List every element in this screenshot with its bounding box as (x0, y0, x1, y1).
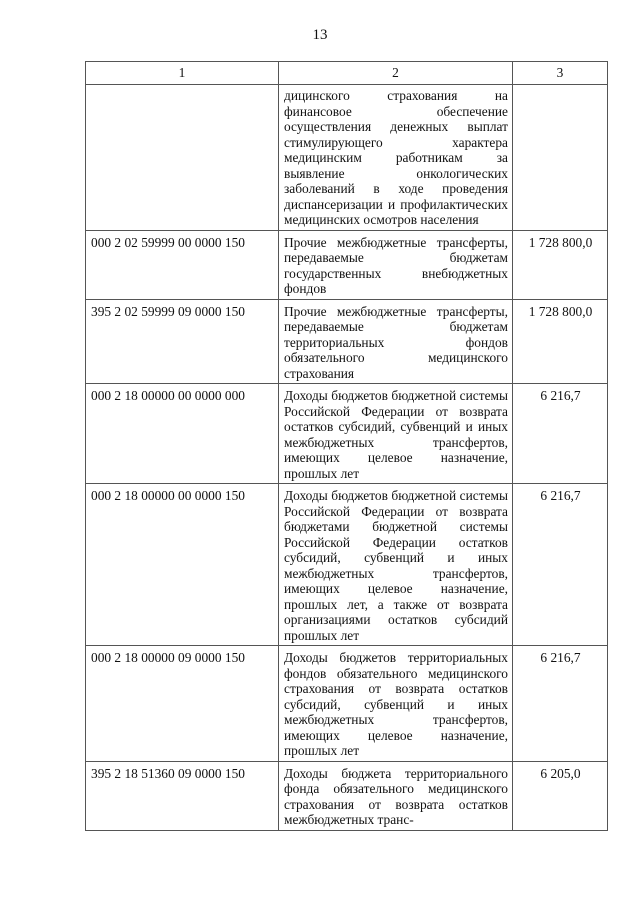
row-name: Доходы бюджетов бюджетной системы Российской Федерации от возврата остатков субсидий, субвенций и иных межбюджетных трансфертов, имеющих целевое назначение, прошлых лет (279, 384, 513, 484)
row-amount (513, 85, 608, 231)
table-row (86, 230, 608, 299)
row-name: Прочие межбюджетные трансферты, передаваемые бюджетам территориальных фондов обязательного медицинского страхования (279, 299, 513, 384)
row-amount: 6 216,7 (513, 484, 608, 646)
row-code: 000 2 18 00000 09 0000 150 (86, 646, 279, 762)
row-code: 000 2 18 00000 00 0000 000 (86, 384, 279, 484)
table-row (86, 761, 608, 830)
row-code: 395 2 02 59999 09 0000 150 (86, 299, 279, 384)
row-name: Доходы бюджетов бюджетной системы Российской Федерации от возврата бюджетами бюджетной системы Российской Федерации остатков субсидий, субвенций и иных межбюджетных трансфертов, имеющих целевое назначение, прошлых лет, а также от возврата организациями остатков субсидий прошлых лет (279, 484, 513, 646)
row-code: 395 2 18 51360 09 0000 150 (86, 761, 279, 830)
table-row (86, 384, 608, 484)
column-header-1: 1 (86, 62, 279, 85)
row-amount: 1 728 800,0 (513, 299, 608, 384)
row-code (86, 85, 279, 231)
column-header-3: 3 (513, 62, 608, 85)
row-amount: 1 728 800,0 (513, 230, 608, 299)
budget-table (85, 61, 608, 831)
row-name: Прочие межбюджетные трансферты, передаваемые бюджетам государственных внебюджетных фондов (279, 230, 513, 299)
row-name: дицинского страхования на финансовое обеспечение осуществления денежных выплат стимулирующего характера медицинским работникам за выявление онкологических заболеваний в ходе проведения диспансеризации и профилактических медицинских осмотров населения (279, 85, 513, 231)
table-row (86, 299, 608, 384)
row-amount: 6 216,7 (513, 384, 608, 484)
row-amount: 6 205,0 (513, 761, 608, 830)
row-name: Доходы бюджетов территориальных фондов обязательного медицинского страхования от возврата остатков субсидий, субвенций и иных межбюджетных трансфертов, имеющих целевое назначение, прошлых лет (279, 646, 513, 762)
column-header-2: 2 (279, 62, 513, 85)
table-row (86, 85, 608, 231)
table-header-row (86, 62, 608, 85)
row-code: 000 2 18 00000 00 0000 150 (86, 484, 279, 646)
table-row (86, 484, 608, 646)
page-number: 13 (312, 27, 328, 43)
table-row (86, 646, 608, 762)
row-name: Доходы бюджета территориального фонда обязательного медицинского страхования от возврата остатков межбюджетных транс- (279, 761, 513, 830)
row-amount: 6 216,7 (513, 646, 608, 762)
row-code: 000 2 02 59999 00 0000 150 (86, 230, 279, 299)
